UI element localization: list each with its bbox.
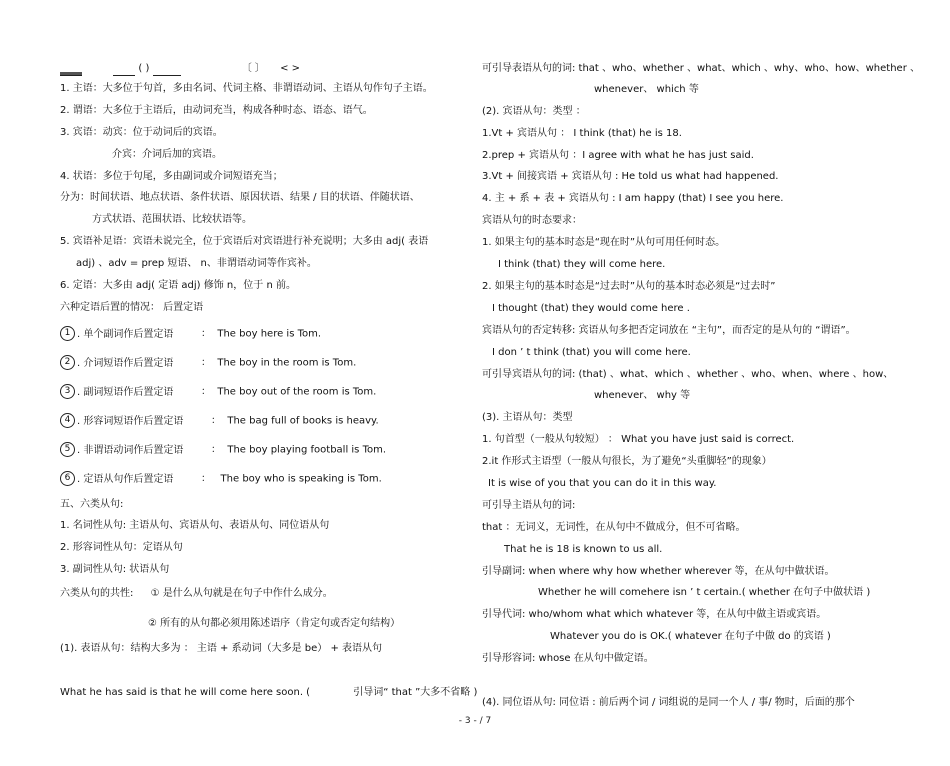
circled-number: 4 — [60, 413, 75, 428]
text-line: 1. 名词性从句: 主语从句、宾语从句、表语从句、同位语从句 — [60, 520, 330, 531]
text-line — [60, 587, 333, 601]
text-line: 可引导宾语从句的词: (that) 、what、which 、whether 、who、when、where 、how、 — [482, 369, 894, 380]
text-line: 3. 宾语：动宾：位于动词后的宾语。 — [60, 127, 223, 138]
text-line: 1. 主语：大多位于句首，多由名词、代词主格、非谓语动词、主语从句作句子主语。 — [60, 83, 433, 94]
postpositive-item: 2 . 介词短语作后置定语 ： The boy in the room is Tom. — [60, 355, 356, 371]
text-line: (3). 主语从句：类型 — [482, 412, 573, 423]
text-line: 分为：时间状语、地点状语、条件状语、原因状语、结果 / 目的状语、伴随状语、 — [60, 192, 420, 203]
circled-number: 2 — [60, 355, 75, 370]
header-brackets: 〔 〕 — [241, 63, 265, 74]
header-blank — [60, 72, 82, 76]
text-line: 宾语从句的时态要求： — [482, 215, 582, 226]
text-line: That he is 18 is known to us all. — [504, 544, 663, 555]
header-paren: ( ) — [138, 63, 150, 74]
item-example: The boy who is speaking is Tom. — [220, 473, 382, 485]
postpositive-item: 5 . 非谓语动词作后置定语 ： The boy playing football is Tom. — [60, 442, 386, 458]
text-line: whenever、 which 等 — [594, 84, 699, 95]
circled-number: 6 — [60, 471, 75, 486]
header-blank — [113, 66, 135, 76]
text-line: 2. 形容词性从句：定语从句 — [60, 542, 183, 553]
header-angles: < > — [280, 63, 301, 74]
text-line: 6. 定语：大多由 adj( 定语 adj) 修饰 n，位于 n 前。 — [60, 280, 296, 291]
text-line: 引导代词: who/whom what which whatever 等，在从句中做主语或宾语。 — [482, 609, 827, 620]
text-line: 介宾：介词后加的宾语。 — [112, 149, 222, 160]
text-line: 3. 副词性从句: 状语从句 — [60, 564, 170, 575]
text-line: 4. 主 + 系 + 表 + 宾语从句 : I am happy (that) I see you here. — [482, 193, 784, 204]
item-label: . 形容词短语作后置定语 — [77, 415, 184, 427]
item-label: . 单个副词作后置定语 — [77, 328, 174, 340]
text-line: 5. 宾语补足语：宾语未说完全，位于宾语后对宾语进行补充说明；大多由 adj( 表语 — [60, 236, 429, 247]
text-line: whenever、 why 等 — [594, 390, 691, 401]
item-label: . 定语从句作后置定语 — [77, 473, 174, 485]
text-line: 五、六类从句: — [60, 499, 124, 510]
item-label: . 介词短语作后置定语 — [77, 357, 174, 369]
text-line: Whether he will comehere isn ’ t certain.( whether 在句子中做状语 ) — [538, 587, 871, 598]
text-line: 可引导表语从句的词: that 、who、whether 、what、which 、why、who、how、whether 、 — [482, 63, 920, 74]
text-line: 2. 如果主句的基本时态是“过去时”从句的基本时态必须是“过去时” — [482, 281, 776, 292]
text-line: ② 所有的从句都必须用陈述语序（肯定句或否定句结构） — [148, 618, 401, 629]
header-blank — [153, 66, 181, 76]
postpositive-item: 3 . 副词短语作后置定语 ： The boy out of the room is Tom. — [60, 384, 376, 400]
example-sentence: What he has said is that he will come here soon. ( — [60, 687, 311, 698]
text-line: 1.Vt + 宾语从句 ： I think (that) he is 18. — [482, 128, 682, 139]
text-line: I thought (that) they would come here . — [492, 303, 690, 314]
item-label: . 副词短语作后置定语 — [77, 386, 174, 398]
page-number: - 3 - / 7 — [458, 716, 492, 726]
text-line: 2.prep + 宾语从句 ：I agree with what he has just said. — [482, 150, 754, 161]
text-line: It is wise of you that you can do it in this way. — [488, 478, 717, 489]
commonality-1: ① 是什么从句就是在句子中作什么成分。 — [150, 588, 333, 599]
item-example: The boy in the room is Tom. — [217, 357, 357, 369]
text-line: I don ’ t think (that) you will come here. — [492, 347, 691, 358]
text-line: (4). 同位语从句: 同位语 : 前后两个词 / 词组说的是同一个人 / 事/ 物时，后面的那个 — [482, 697, 855, 708]
text-line: 引导形容词: whose 在从句中做定语。 — [482, 653, 654, 664]
text-line: 1. 如果主句的基本时态是“现在时”从句可用任何时态。 — [482, 237, 726, 248]
text-line: 3.Vt + 间接宾语 + 宾语从句 : He told us what had happened. — [482, 171, 779, 182]
text-line: 2.it 作形式主语型（一般从句很长，为了避免“头重脚轻”的现象） — [482, 456, 772, 467]
example-note: 引导词“ that ”大多不省略 ) — [353, 687, 478, 698]
item-label: . 非谓语动词作后置定语 — [77, 444, 184, 456]
commonality-label: 六类从句的共性: — [60, 588, 134, 599]
circled-number: 1 — [60, 326, 75, 341]
text-line: 4. 状语：多位于句尾，多由副词或介词短语充当； — [60, 171, 283, 182]
postpositive-item: 6 . 定语从句作后置定语 ： The boy who is speaking is Tom. — [60, 471, 382, 487]
text-line: 宾语从句的否定转移: 宾语从句多把否定词放在 “主句”，而否定的是从句的 “谓语”。 — [482, 325, 856, 336]
text-line: 六种定语后置的情况： 后置定语 — [60, 302, 204, 313]
text-line: 方式状语、范围状语、比较状语等。 — [92, 214, 252, 225]
text-line: that ：无词义，无词性，在从句中不做成分，但不可省略。 — [482, 522, 746, 533]
text-line: 2. 谓语：大多位于主语后，由动词充当，构成各种时态、语态、语气。 — [60, 105, 373, 116]
item-example: The boy here is Tom. — [217, 328, 322, 340]
text-line: 可引导主语从句的词: — [482, 500, 576, 511]
text-line: 引导副词: when where why how whether wherever 等，在从句中做状语。 — [482, 566, 835, 577]
circled-number: 5 — [60, 442, 75, 457]
text-line: 1. 句首型（一般从句较短） ： What you have just said is correct. — [482, 434, 795, 445]
text-line: adj) 、adv = prep 短语、 n、非谓语动词等作宾补。 — [76, 258, 317, 269]
text-line: Whatever you do is OK.( whatever 在句子中做 do 的宾语 ) — [550, 631, 831, 642]
text-line — [60, 686, 477, 700]
circled-number: 3 — [60, 384, 75, 399]
item-example: The boy out of the room is Tom. — [217, 386, 377, 398]
text-line: (1). 表语从句：结构大多为 ： 主语 + 系动词（大多是 be） + 表语从句 — [60, 643, 383, 654]
header-row — [60, 62, 300, 76]
item-example: The bag full of books is heavy. — [227, 415, 379, 427]
postpositive-item: 4 . 形容词短语作后置定语 ： The bag full of books is heavy. — [60, 413, 379, 429]
text-line: (2). 宾语从句：类型 ： — [482, 106, 586, 117]
postpositive-item: 1 . 单个副词作后置定语 ： The boy here is Tom. — [60, 326, 321, 342]
text-line: I think (that) they will come here. — [498, 259, 666, 270]
item-example: The boy playing football is Tom. — [227, 444, 387, 456]
